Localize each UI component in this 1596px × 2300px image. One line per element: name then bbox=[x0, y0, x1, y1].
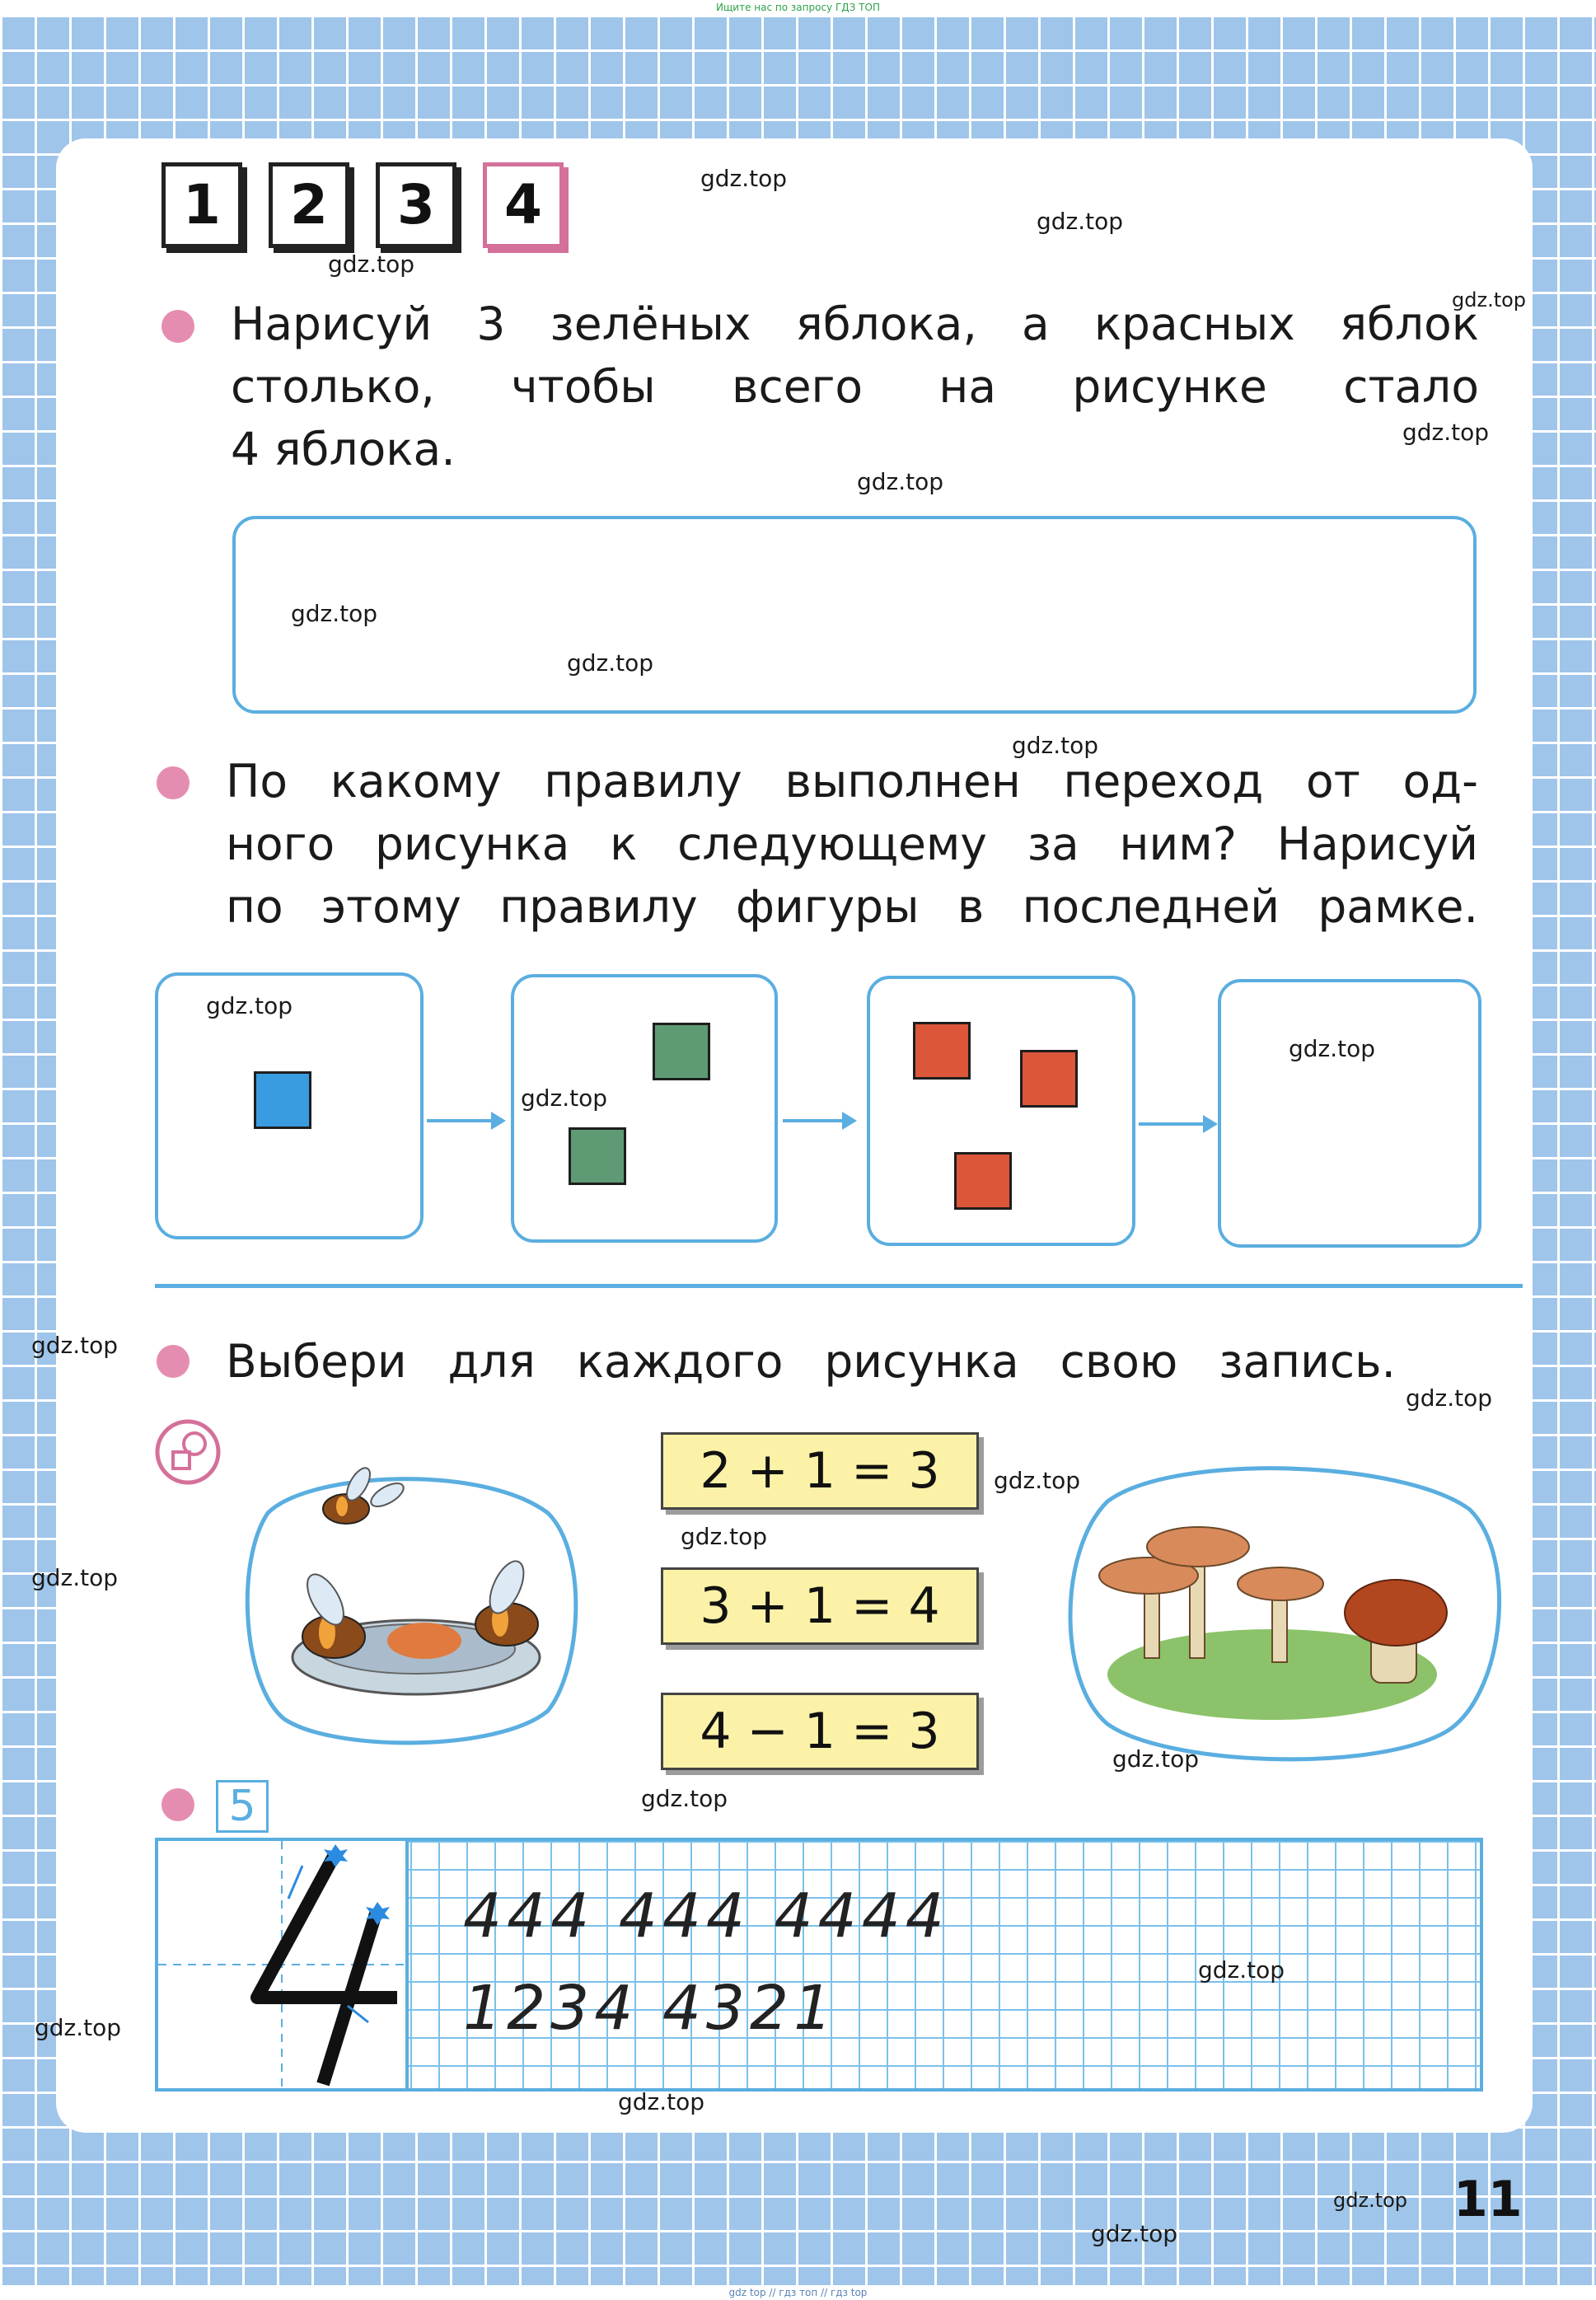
task1-text bbox=[231, 293, 1479, 480]
section-divider bbox=[155, 1284, 1523, 1288]
task2-line: ного рисунка к следующему за ним? Нарисуй bbox=[226, 817, 1478, 870]
copy-row-2: 1234 4321 bbox=[463, 1973, 838, 2044]
watermark: gdz.top bbox=[1333, 2189, 1408, 2212]
lesson-number-3: 3 bbox=[376, 162, 456, 248]
task2-text bbox=[226, 750, 1478, 938]
watermark: gdz.top bbox=[206, 992, 293, 1019]
watermark: gdz.top bbox=[567, 649, 654, 677]
digit-sample-panel bbox=[158, 1841, 409, 2088]
watermark: gdz.top bbox=[618, 2088, 705, 2115]
watermark: gdz.top bbox=[31, 1332, 119, 1359]
arrow-icon bbox=[427, 1119, 503, 1122]
watermark: gdz.top bbox=[1402, 419, 1490, 446]
task3-text bbox=[226, 1330, 1396, 1393]
equation-card[interactable]: 4 − 1 = 3 bbox=[661, 1693, 979, 1770]
watermark: gdz.top bbox=[857, 468, 944, 495]
arrow-icon bbox=[1139, 1122, 1215, 1126]
task1-line: 4 яблока. bbox=[231, 423, 456, 475]
red-square bbox=[1020, 1050, 1078, 1108]
task1-drawing-area[interactable] bbox=[232, 516, 1477, 714]
watermark: gdz.top bbox=[700, 165, 788, 192]
pattern-frame-3 bbox=[867, 976, 1135, 1246]
watermark: gdz.top bbox=[1112, 1745, 1200, 1773]
digit-four-sample bbox=[158, 1841, 405, 2088]
watermark: gdz.top bbox=[1037, 208, 1124, 235]
task2-line: по этому правилу фигуры в последней рамке. bbox=[226, 880, 1478, 933]
pattern-frame-4-empty[interactable] bbox=[1218, 979, 1481, 1248]
task1-line: Нарисуй 3 зелёных яблока, а красных яблок bbox=[231, 297, 1479, 350]
lesson-number-2: 2 bbox=[269, 162, 349, 248]
watermark: gdz.top bbox=[641, 1785, 728, 1812]
task-number-badge: 5 bbox=[216, 1780, 269, 1833]
task3-line: Выбери для каждого рисунка свою запись. bbox=[226, 1335, 1396, 1388]
green-square bbox=[653, 1023, 710, 1080]
task-bullet bbox=[161, 310, 194, 343]
task-bullet bbox=[161, 1788, 194, 1821]
blue-square bbox=[254, 1071, 311, 1129]
lesson-number-4-active: 4 bbox=[483, 162, 564, 248]
mushrooms-picture[interactable] bbox=[1058, 1452, 1503, 1765]
watermark: gdz.top bbox=[1289, 1035, 1376, 1062]
red-square bbox=[954, 1152, 1012, 1210]
logic-task-icon bbox=[153, 1417, 222, 1487]
equation-card[interactable]: 3 + 1 = 4 bbox=[661, 1567, 979, 1645]
task1-line: столько, чтобы всего на рисунке стало bbox=[231, 360, 1479, 413]
green-square bbox=[569, 1127, 626, 1185]
bottom-banner: gdz top // гдз топ // гдз top bbox=[0, 2285, 1596, 2300]
watermark: gdz.top bbox=[1406, 1384, 1493, 1412]
watermark: gdz.top bbox=[1012, 732, 1099, 759]
watermark: gdz.top bbox=[291, 600, 378, 627]
page-number: 11 bbox=[1453, 2171, 1523, 2228]
top-banner: Ищите нас по запросу ГДЗ ТОП bbox=[0, 0, 1596, 15]
task-bullet bbox=[157, 766, 190, 799]
watermark: gdz.top bbox=[521, 1084, 608, 1112]
copy-row-1: 444 444 4444 bbox=[463, 1881, 949, 1951]
equation-card[interactable]: 2 + 1 = 3 bbox=[661, 1432, 979, 1510]
watermark: gdz.top bbox=[31, 1564, 119, 1591]
task2-line: По какому правилу выполнен переход от од- bbox=[226, 755, 1478, 808]
watermark: gdz.top bbox=[35, 2014, 122, 2041]
arrow-icon bbox=[783, 1119, 854, 1122]
lesson-number-1: 1 bbox=[161, 162, 242, 248]
mosquitoes-picture[interactable] bbox=[235, 1464, 585, 1752]
task-bullet bbox=[157, 1345, 190, 1378]
red-square bbox=[913, 1022, 971, 1080]
watermark: gdz.top bbox=[681, 1523, 768, 1550]
watermark: gdz.top bbox=[994, 1467, 1081, 1494]
watermark: gdz.top bbox=[1091, 2220, 1178, 2247]
watermark: gdz.top bbox=[328, 251, 415, 278]
watermark: gdz.top bbox=[1198, 1956, 1285, 1984]
watermark: gdz.top bbox=[1452, 288, 1527, 312]
